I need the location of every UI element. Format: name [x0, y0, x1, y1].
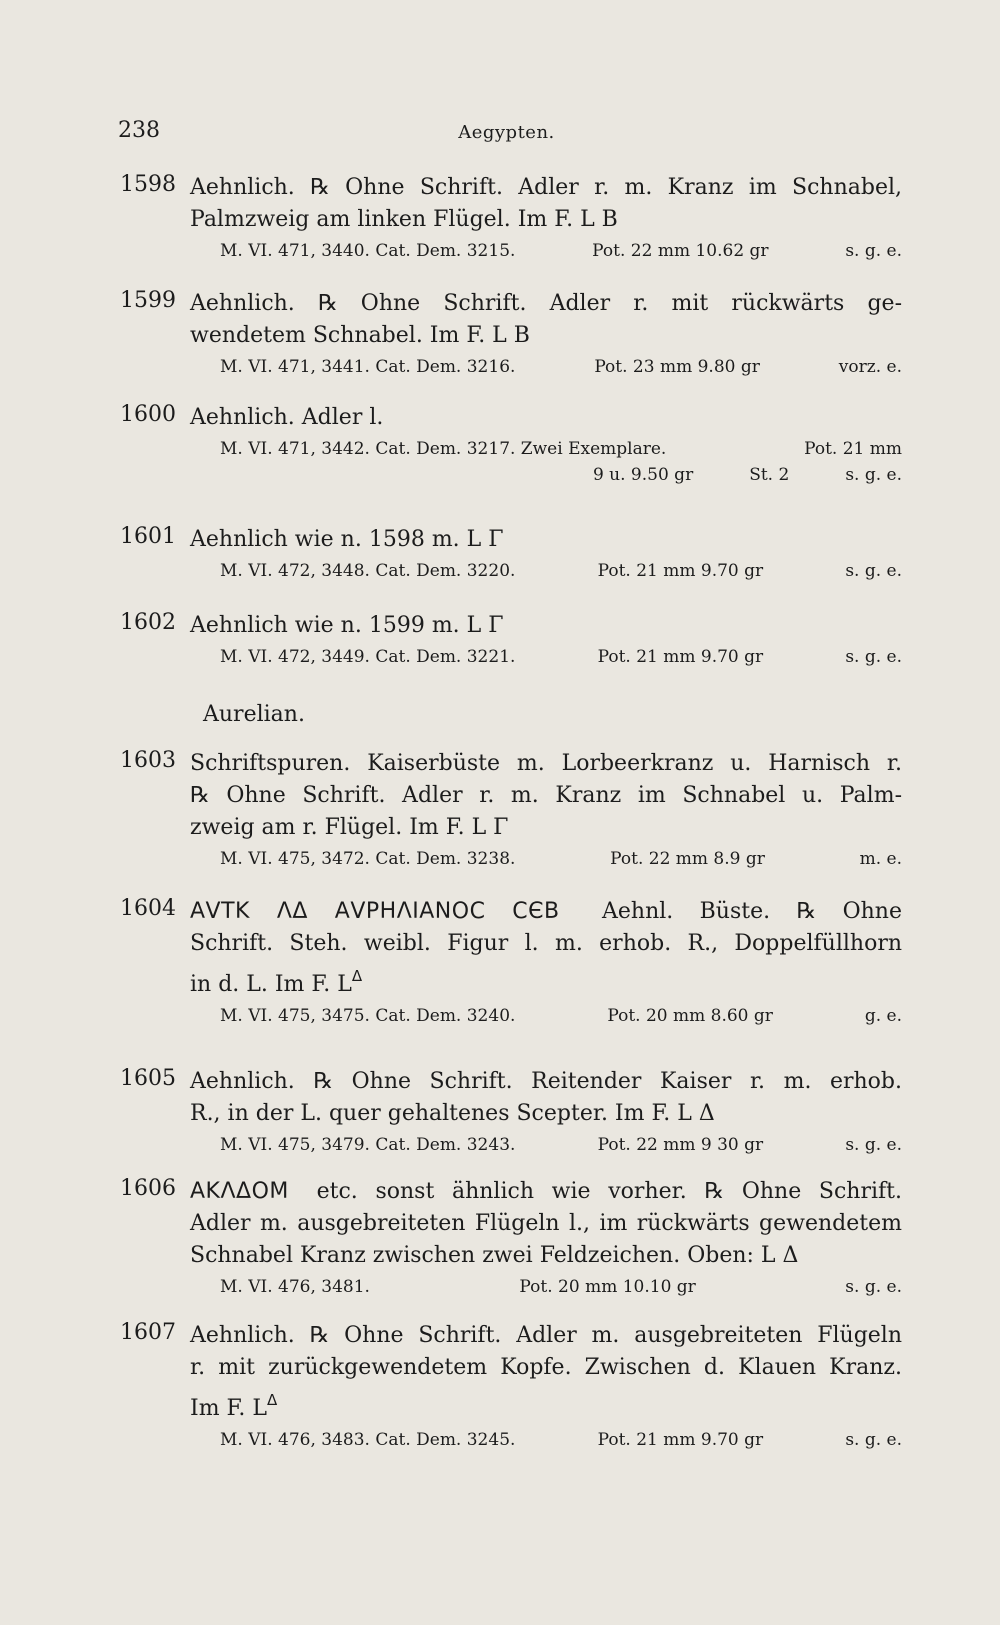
entry-text-segment: etc. sonst ähnlich wie vorher. ℞ Ohne Schrift.	[316, 1179, 903, 1204]
catalog-entry-1598	[120, 172, 902, 264]
entry-text-line: ℞ Ohne Schrift. Adler r. m. Kranz im Schnabel u. Palm-	[190, 783, 902, 808]
entry-text-line	[190, 896, 902, 928]
catalog-reference: M. VI. 471, 3440. Cat. Dem. 3215.	[220, 241, 516, 261]
catalog-entry-1604	[120, 896, 902, 1029]
section-heading: Aurelian.	[203, 702, 305, 727]
running-head: Aegypten.	[458, 122, 555, 143]
entry-number: 1599	[120, 288, 176, 313]
metal-size-weight: Pot. 23 mm 9.80 gr	[594, 357, 760, 377]
entry-text-line: zweig am r. Flügel. Im F. L Γ	[190, 815, 509, 840]
condition: s. g. e.	[845, 241, 902, 261]
entry-text-line: Aehnlich wie n. 1599 m. L Γ	[190, 613, 504, 638]
metal-size-weight: Pot. 21 mm 9.70 gr	[597, 647, 764, 667]
entry-reference	[220, 644, 902, 670]
entry-text-line: Aehnlich. ℞ Ohne Schrift. Adler r. m. Kranz im Schnabel,	[190, 175, 902, 200]
entry-text-line: Aehnlich. ℞ Ohne Schrift. Adler m. ausgebreiteten Flügeln	[190, 1323, 902, 1348]
mint-mark-superscript: Δ	[266, 1391, 278, 1409]
condition: s. g. e.	[845, 1135, 902, 1155]
coin-legend: ΑΚΛΔΟΜ	[190, 1179, 289, 1204]
catalog-reference: M. VI. 472, 3449. Cat. Dem. 3221.	[220, 647, 516, 667]
entry-text-line: R., in der L. quer gehaltenes Scepter. Im F. L Δ	[190, 1101, 715, 1126]
entry-text-line: wendetem Schnabel. Im F. L B	[190, 323, 530, 348]
entry-text-line	[190, 1384, 902, 1425]
mint-mark-superscript: Δ	[351, 967, 363, 985]
catalog-reference: M. VI. 471, 3442. Cat. Dem. 3217. Zwei Exemplare.	[220, 439, 667, 459]
entry-text-segment: Im F. L	[190, 1396, 267, 1421]
condition: m. e.	[859, 849, 902, 869]
metal-size-weight: Pot. 20 mm 10.10 gr	[519, 1277, 696, 1297]
entry-reference	[220, 1132, 902, 1158]
condition: s. g. e.	[845, 561, 902, 581]
entry-text-line: Schrift. Steh. weibl. Figur l. m. erhob. R., Doppelfüllhorn	[190, 931, 902, 956]
catalog-reference: M. VI. 475, 3479. Cat. Dem. 3243.	[220, 1135, 516, 1155]
catalog-entry-1601	[120, 524, 902, 584]
entry-number: 1605	[120, 1066, 176, 1091]
entry-text-line	[190, 960, 902, 1001]
catalog-reference: M. VI. 472, 3448. Cat. Dem. 3220.	[220, 561, 516, 581]
entry-text-line: Aehnlich. Adler l.	[190, 405, 384, 430]
entry-text-segment: in d. L. Im F. L	[190, 972, 352, 997]
entry-reference-continued	[220, 462, 902, 488]
catalog-entry-1599	[120, 288, 902, 380]
condition: g. e.	[864, 1006, 902, 1026]
entry-reference	[220, 354, 902, 380]
weight: 9 u. 9.50 gr	[592, 465, 694, 485]
catalog-entry-1600	[120, 402, 902, 488]
condition: s. g. e.	[845, 647, 902, 667]
catalog-reference: M. VI. 476, 3483. Cat. Dem. 3245.	[220, 1430, 516, 1450]
catalog-entry-1602	[120, 610, 902, 670]
catalog-reference: M. VI. 471, 3441. Cat. Dem. 3216.	[220, 357, 516, 377]
condition: s. g. e.	[845, 1430, 902, 1450]
coin-legend: ΑVΤΚ ΛΔ ΑVΡΗΛΙΑΝΟϹ ϹЄΒ	[190, 899, 560, 924]
page-header	[118, 118, 895, 148]
entry-number: 1607	[120, 1320, 176, 1345]
condition: s. g. e.	[845, 1277, 902, 1297]
entry-number: 1602	[120, 610, 176, 635]
entry-text-line: Schnabel Kranz zwischen zwei Feldzeichen. Oben: L Δ	[190, 1243, 799, 1268]
entry-text-line: Adler m. ausgebreiteten Flügeln l., im rückwärts gewendetem	[190, 1211, 902, 1236]
entry-text-segment: Aehnl. Büste. ℞ Ohne	[602, 899, 902, 924]
entry-number: 1600	[120, 402, 176, 427]
entry-number: 1604	[120, 896, 176, 921]
entry-number: 1598	[120, 172, 176, 197]
entry-text-line	[190, 1176, 902, 1208]
page-number: 238	[118, 118, 160, 143]
entry-reference	[220, 436, 902, 462]
entry-text-line: Aehnlich. ℞ Ohne Schrift. Adler r. mit rückwärts ge-	[190, 291, 902, 316]
entry-number: 1603	[120, 748, 176, 773]
catalog-reference: M. VI. 475, 3472. Cat. Dem. 3238.	[220, 849, 516, 869]
catalog-entry-1607	[120, 1320, 902, 1453]
metal-size-weight: Pot. 22 mm 9 30 gr	[597, 1135, 764, 1155]
condition: vorz. e.	[838, 357, 902, 377]
entry-text-line: Schriftspuren. Kaiserbüste m. Lorbeerkranz u. Harnisch r.	[190, 751, 902, 776]
condition: s. g. e.	[845, 465, 902, 485]
entry-reference	[220, 558, 902, 584]
entry-text-line: Palmzweig am linken Flügel. Im F. L B	[190, 207, 618, 232]
entry-reference	[220, 1427, 902, 1453]
entry-number: 1606	[120, 1176, 176, 1201]
entry-text-line: Aehnlich. ℞ Ohne Schrift. Reitender Kaiser r. m. erhob.	[190, 1069, 902, 1094]
metal-size-weight: Pot. 22 mm 8.9 gr	[610, 849, 765, 869]
catalog-entry-1605	[120, 1066, 902, 1158]
entry-reference	[220, 238, 902, 264]
entry-reference	[220, 1274, 902, 1300]
catalog-entry-1603	[120, 748, 902, 872]
entry-reference	[220, 1003, 902, 1029]
entry-reference	[220, 846, 902, 872]
entry-text-line: r. mit zurückgewendetem Kopfe. Zwischen d. Klauen Kranz.	[190, 1355, 902, 1380]
metal-size-weight: Pot. 21 mm 9.70 gr	[597, 561, 764, 581]
catalog-reference: M. VI. 476, 3481.	[220, 1277, 370, 1297]
entry-number: 1601	[120, 524, 176, 549]
metal-size-weight: Pot. 20 mm 8.60 gr	[607, 1006, 773, 1026]
metal-size-weight: Pot. 21 mm 9.70 gr	[597, 1430, 764, 1450]
count: St. 2	[749, 465, 790, 485]
catalog-entry-1606	[120, 1176, 902, 1300]
catalog-reference: M. VI. 475, 3475. Cat. Dem. 3240.	[220, 1006, 516, 1026]
metal-size: Pot. 21 mm	[804, 439, 902, 459]
metal-size-weight: Pot. 22 mm 10.62 gr	[592, 241, 769, 261]
entry-text-line: Aehnlich wie n. 1598 m. L Γ	[190, 527, 504, 552]
